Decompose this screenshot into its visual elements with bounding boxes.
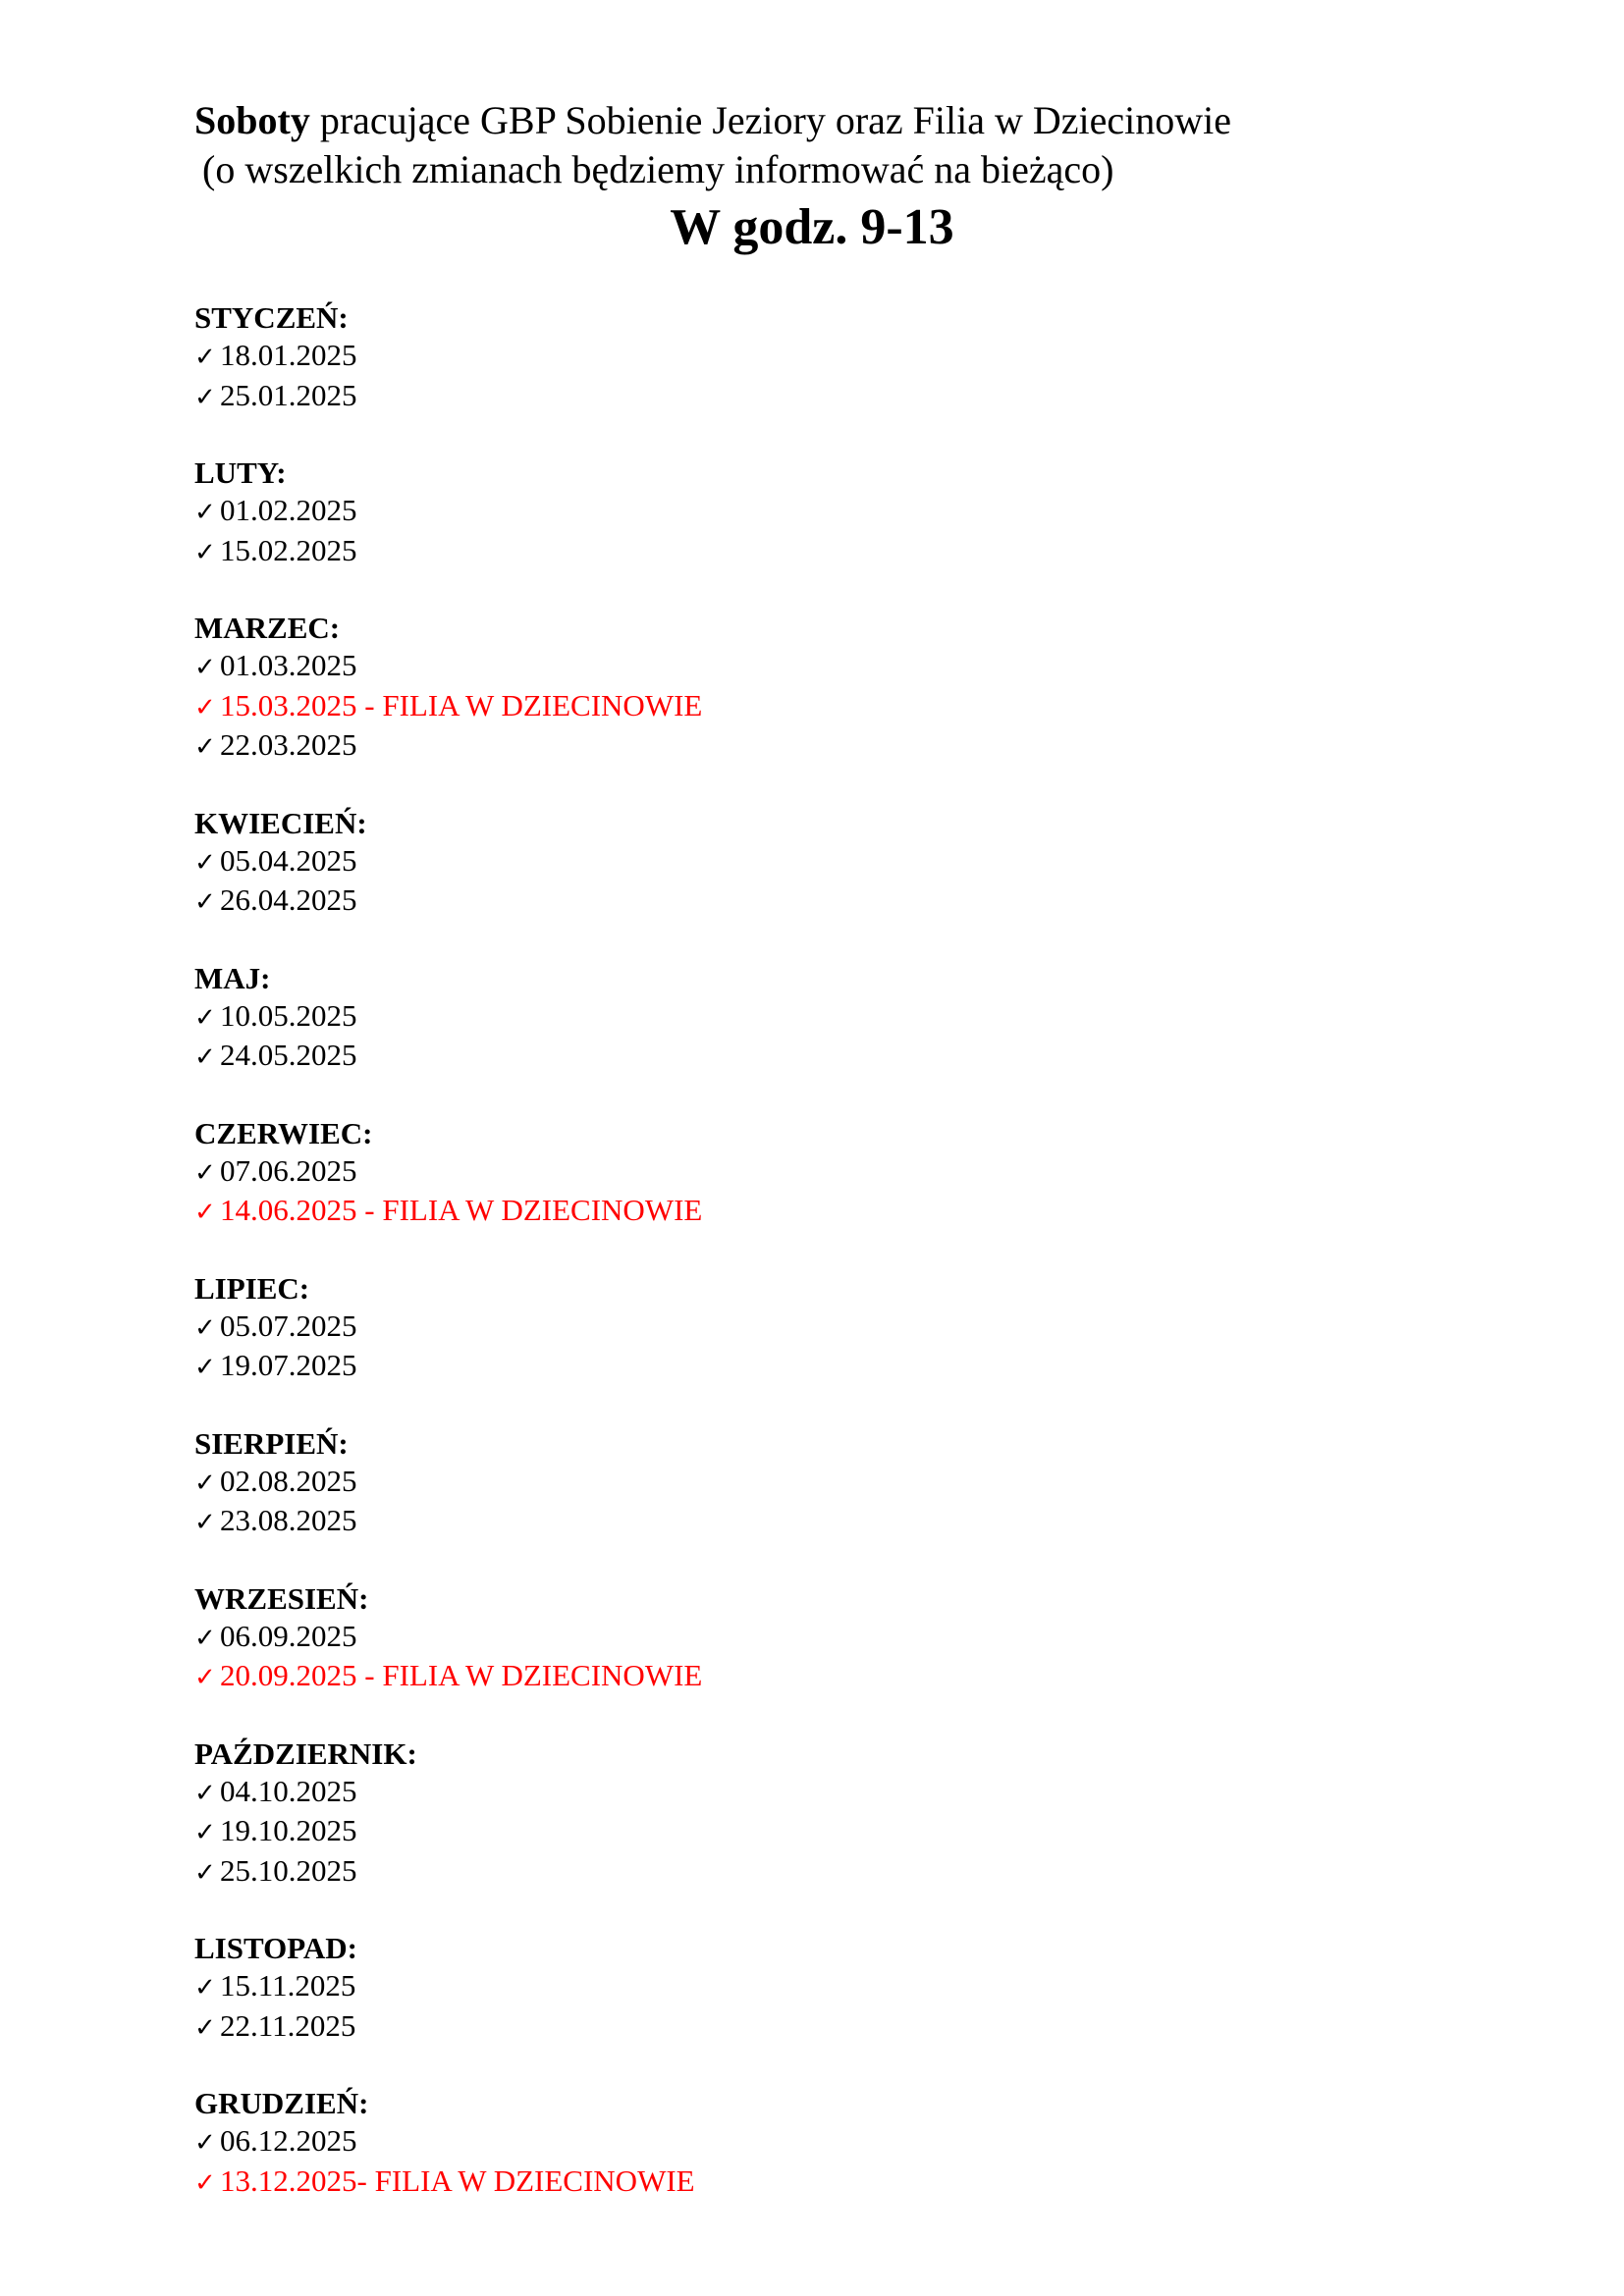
date-text: 25.01.2025 [220,377,357,412]
month-name: LISTOPAD: [194,1931,357,1965]
check-icon: ✓ [194,692,216,722]
saturday-date [194,532,1624,572]
month-section [194,298,1624,416]
date-text: 01.02.2025 [220,493,357,527]
branch-saturday-date [194,2163,1624,2203]
date-text: 02.08.2025 [220,1463,357,1498]
saturday-date [194,1037,1624,1077]
date-text: 04.10.2025 [220,1773,357,1808]
check-icon: ✓ [194,732,216,762]
saturday-date [194,2007,1624,2048]
date-text: 15.11.2025 [220,1968,356,2002]
date-text: 06.12.2025 [220,2123,357,2158]
date-text: 10.05.2025 [220,997,357,1033]
month-name: MAJ: [194,960,271,995]
date-text: 19.10.2025 [220,1813,357,1847]
month-list [194,298,1624,2202]
date-text: 01.03.2025 [220,648,357,682]
check-icon: ✓ [194,653,216,682]
date-text: 13.12.2025- FILIA W DZIECINOWIE [220,2163,695,2198]
check-icon: ✓ [194,847,216,878]
check-icon: ✓ [194,1002,216,1033]
check-icon: ✓ [194,1508,216,1537]
date-text: 14.06.2025 - FILIA W DZIECINOWIE [220,1193,703,1227]
saturday-date [194,1812,1624,1852]
date-text: 19.07.2025 [220,1348,357,1382]
month-name: LIPIEC: [194,1270,310,1306]
date-text: 15.03.2025 - FILIA W DZIECINOWIE [220,687,703,722]
saturday-date [194,881,1624,922]
month-name: STYCZEŃ: [194,300,349,335]
check-icon: ✓ [194,887,216,917]
month-name: LUTY: [194,455,287,490]
check-icon: ✓ [194,1663,216,1692]
check-icon: ✓ [194,1623,216,1653]
check-icon: ✓ [194,537,216,567]
month-section [194,2084,1624,2202]
check-icon: ✓ [194,1857,216,1888]
date-text: 06.09.2025 [220,1618,357,1653]
check-icon: ✓ [194,2167,216,2198]
saturday-date [194,842,1624,882]
check-icon: ✓ [194,1778,216,1808]
check-icon: ✓ [194,1157,216,1188]
check-icon: ✓ [194,1818,216,1847]
saturday-date [194,492,1624,532]
month-section [194,804,1624,922]
saturday-date [194,1852,1624,1893]
date-text: 15.02.2025 [220,532,357,567]
month-section [194,609,1624,767]
check-icon: ✓ [194,1973,216,2002]
saturday-date [194,1152,1624,1193]
month-section [194,1114,1624,1232]
month-name: MARZEC: [194,611,341,645]
title-rest: pracujące GBP Sobienie Jeziory oraz Filia w Dziecinowie [309,98,1232,142]
date-text: 22.11.2025 [220,2007,356,2043]
saturday-date [194,1463,1624,1503]
check-icon: ✓ [194,2128,216,2158]
check-icon: ✓ [194,2012,216,2043]
check-icon: ✓ [194,498,216,527]
check-icon: ✓ [194,1198,216,1227]
opening-hours-heading: W godz. 9-13 [670,199,954,255]
document-subtitle: (o wszelkich zmianach będziemy informować na bieżąco) [202,147,1114,191]
saturday-date [194,1308,1624,1348]
saturday-date [194,337,1624,377]
saturday-date [194,647,1624,687]
check-icon: ✓ [194,382,216,412]
month-section [194,454,1624,571]
month-section [194,1735,1624,1893]
saturday-date [194,2122,1624,2163]
month-section [194,1579,1624,1697]
date-text: 05.07.2025 [220,1308,357,1343]
saturday-date [194,1773,1624,1813]
check-icon: ✓ [194,1312,216,1343]
date-text: 23.08.2025 [220,1503,357,1537]
month-name: WRZESIEŃ: [194,1580,369,1616]
date-text: 05.04.2025 [220,842,357,878]
month-name: SIERPIEŃ: [194,1425,349,1461]
date-text: 25.10.2025 [220,1852,357,1888]
date-text: 26.04.2025 [220,882,357,917]
branch-saturday-date [194,1192,1624,1232]
branch-saturday-date [194,1657,1624,1697]
date-text: 22.03.2025 [220,727,357,762]
saturday-date [194,1347,1624,1387]
check-icon: ✓ [194,1042,216,1072]
saturday-date [194,1618,1624,1658]
saturday-date [194,1967,1624,2007]
month-name: PAŹDZIERNIK: [194,1735,417,1771]
date-text: 18.01.2025 [220,338,357,372]
check-icon: ✓ [194,343,216,372]
saturday-date [194,726,1624,767]
month-section [194,1269,1624,1387]
month-section [194,1424,1624,1542]
date-text: 07.06.2025 [220,1152,357,1188]
saturday-date [194,377,1624,417]
month-section [194,959,1624,1077]
saturday-date [194,997,1624,1038]
document-title [194,96,1624,145]
month-section [194,1929,1624,2047]
month-name: KWIECIEŃ: [194,805,367,840]
month-name: GRUDZIEŃ: [194,2086,369,2120]
title-bold-word: Soboty [194,98,310,142]
check-icon: ✓ [194,1353,216,1382]
branch-saturday-date [194,687,1624,727]
month-name: CZERWIEC: [194,1115,373,1150]
date-text: 24.05.2025 [220,1038,357,1072]
check-icon: ✓ [194,1468,216,1498]
saturday-date [194,1502,1624,1542]
date-text: 20.09.2025 - FILIA W DZIECINOWIE [220,1658,703,1692]
